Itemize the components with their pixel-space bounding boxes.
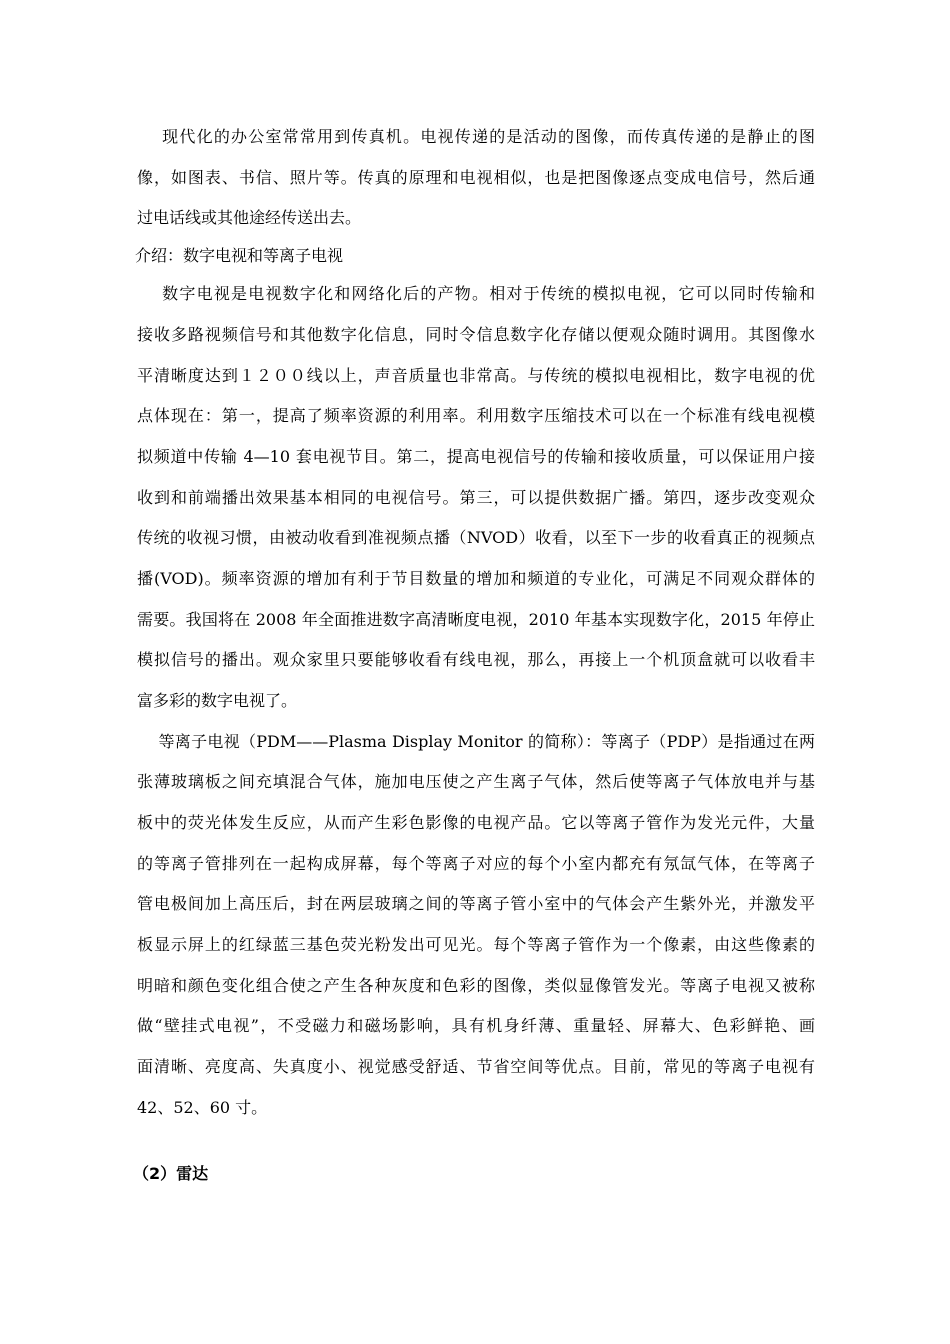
paragraph-2-line: 模拟信号的播出。观众家里只要能够收看有线电视，那么，再接上一个机顶盒就可以收看丰 xyxy=(137,650,815,669)
paragraph-2-line: 收到和前端播出效果基本相同的电视信号。第三，可以提供数据广播。第四，逐步改变观众 xyxy=(137,488,815,507)
intro-heading: 介绍：数字电视和等离子电视 xyxy=(135,246,344,265)
paragraph-2-line: 富多彩的数字电视了。 xyxy=(137,691,298,710)
paragraph-3-line: 板中的荧光体发生反应，从而产生彩色影像的电视产品。它以等离子管作为发光元件，大量 xyxy=(137,813,815,832)
paragraph-3-line: 面清晰、亮度高、失真度小、视觉感受舒适、节省空间等优点。目前，常见的等离子电视有 xyxy=(137,1057,815,1076)
paragraph-2-line: 接收多路视频信号和其他数字化信息，同时令信息数字化存储以便观众随时调用。其图像水 xyxy=(137,325,815,344)
paragraph-2-line: 数字电视是电视数字化和网络化后的产物。相对于传统的模拟电视，它可以同时传输和 xyxy=(137,284,815,303)
paragraph-3-line: 等离子电视（PDM——Plasma Display Monitor 的简称）：等离子（PDP）是指通过在两 xyxy=(137,732,815,751)
paragraph-1-line: 像，如图表、书信、照片等。传真的原理和电视相似，也是把图像逐点变成电信号，然后通 xyxy=(137,168,815,187)
paragraph-3-line: 明暗和颜色变化组合使之产生各种灰度和色彩的图像，类似显像管发光。等离子电视又被称 xyxy=(137,976,815,995)
paragraph-3-line: 的等离子管排列在一起构成屏幕，每个等离子对应的每个小室内都充有氖氙气体，在等离子 xyxy=(137,854,815,873)
section-heading: （2）雷达 xyxy=(133,1164,209,1183)
paragraph-3-line: 做“壁挂式电视”，不受磁力和磁场影响，具有机身纤薄、重量轻、屏幕大、色彩鲜艳、画 xyxy=(137,1016,815,1035)
paragraph-2-line: 平清晰度达到１２００线以上，声音质量也非常高。与传统的模拟电视相比，数字电视的优 xyxy=(137,366,815,385)
paragraph-2-line: 点体现在：第一，提高了频率资源的利用率。利用数字压缩技术可以在一个标准有线电视模 xyxy=(137,406,815,425)
paragraph-3-line: 板显示屏上的红绿蓝三基色荧光粉发出可见光。每个等离子管作为一个像素，由这些像素的 xyxy=(137,935,815,954)
paragraph-1-line: 现代化的办公室常常用到传真机。电视传递的是活动的图像，而传真传递的是静止的图 xyxy=(137,127,815,146)
paragraph-2-line: 拟频道中传输 4—10 套电视节目。第二，提高电视信号的传输和接收质量，可以保证用户接 xyxy=(137,447,815,466)
paragraph-3-line: 管电极间加上高压后，封在两层玻璃之间的等离子管小室中的气体会产生紫外光，并激发平 xyxy=(137,894,815,913)
paragraph-2-line: 需要。我国将在 2008 年全面推进数字高清晰度电视，2010 年基本实现数字化，2015 年停止 xyxy=(137,610,815,629)
paragraph-2-line: 播(VOD)。频率资源的增加有利于节目数量的增加和频道的专业化，可满足不同观众群体的 xyxy=(137,569,815,588)
paragraph-3-line: 张薄玻璃板之间充填混合气体，施加电压使之产生离子气体，然后使等离子气体放电并与基 xyxy=(137,772,815,791)
paragraph-3-line: 42、52、60 寸。 xyxy=(137,1098,268,1117)
paragraph-1-line: 过电话线或其他途经传送出去。 xyxy=(137,208,362,227)
paragraph-2-line: 传统的收视习惯，由被动收看到准视频点播（NVOD）收看，以至下一步的收看真正的视频点 xyxy=(137,528,815,547)
